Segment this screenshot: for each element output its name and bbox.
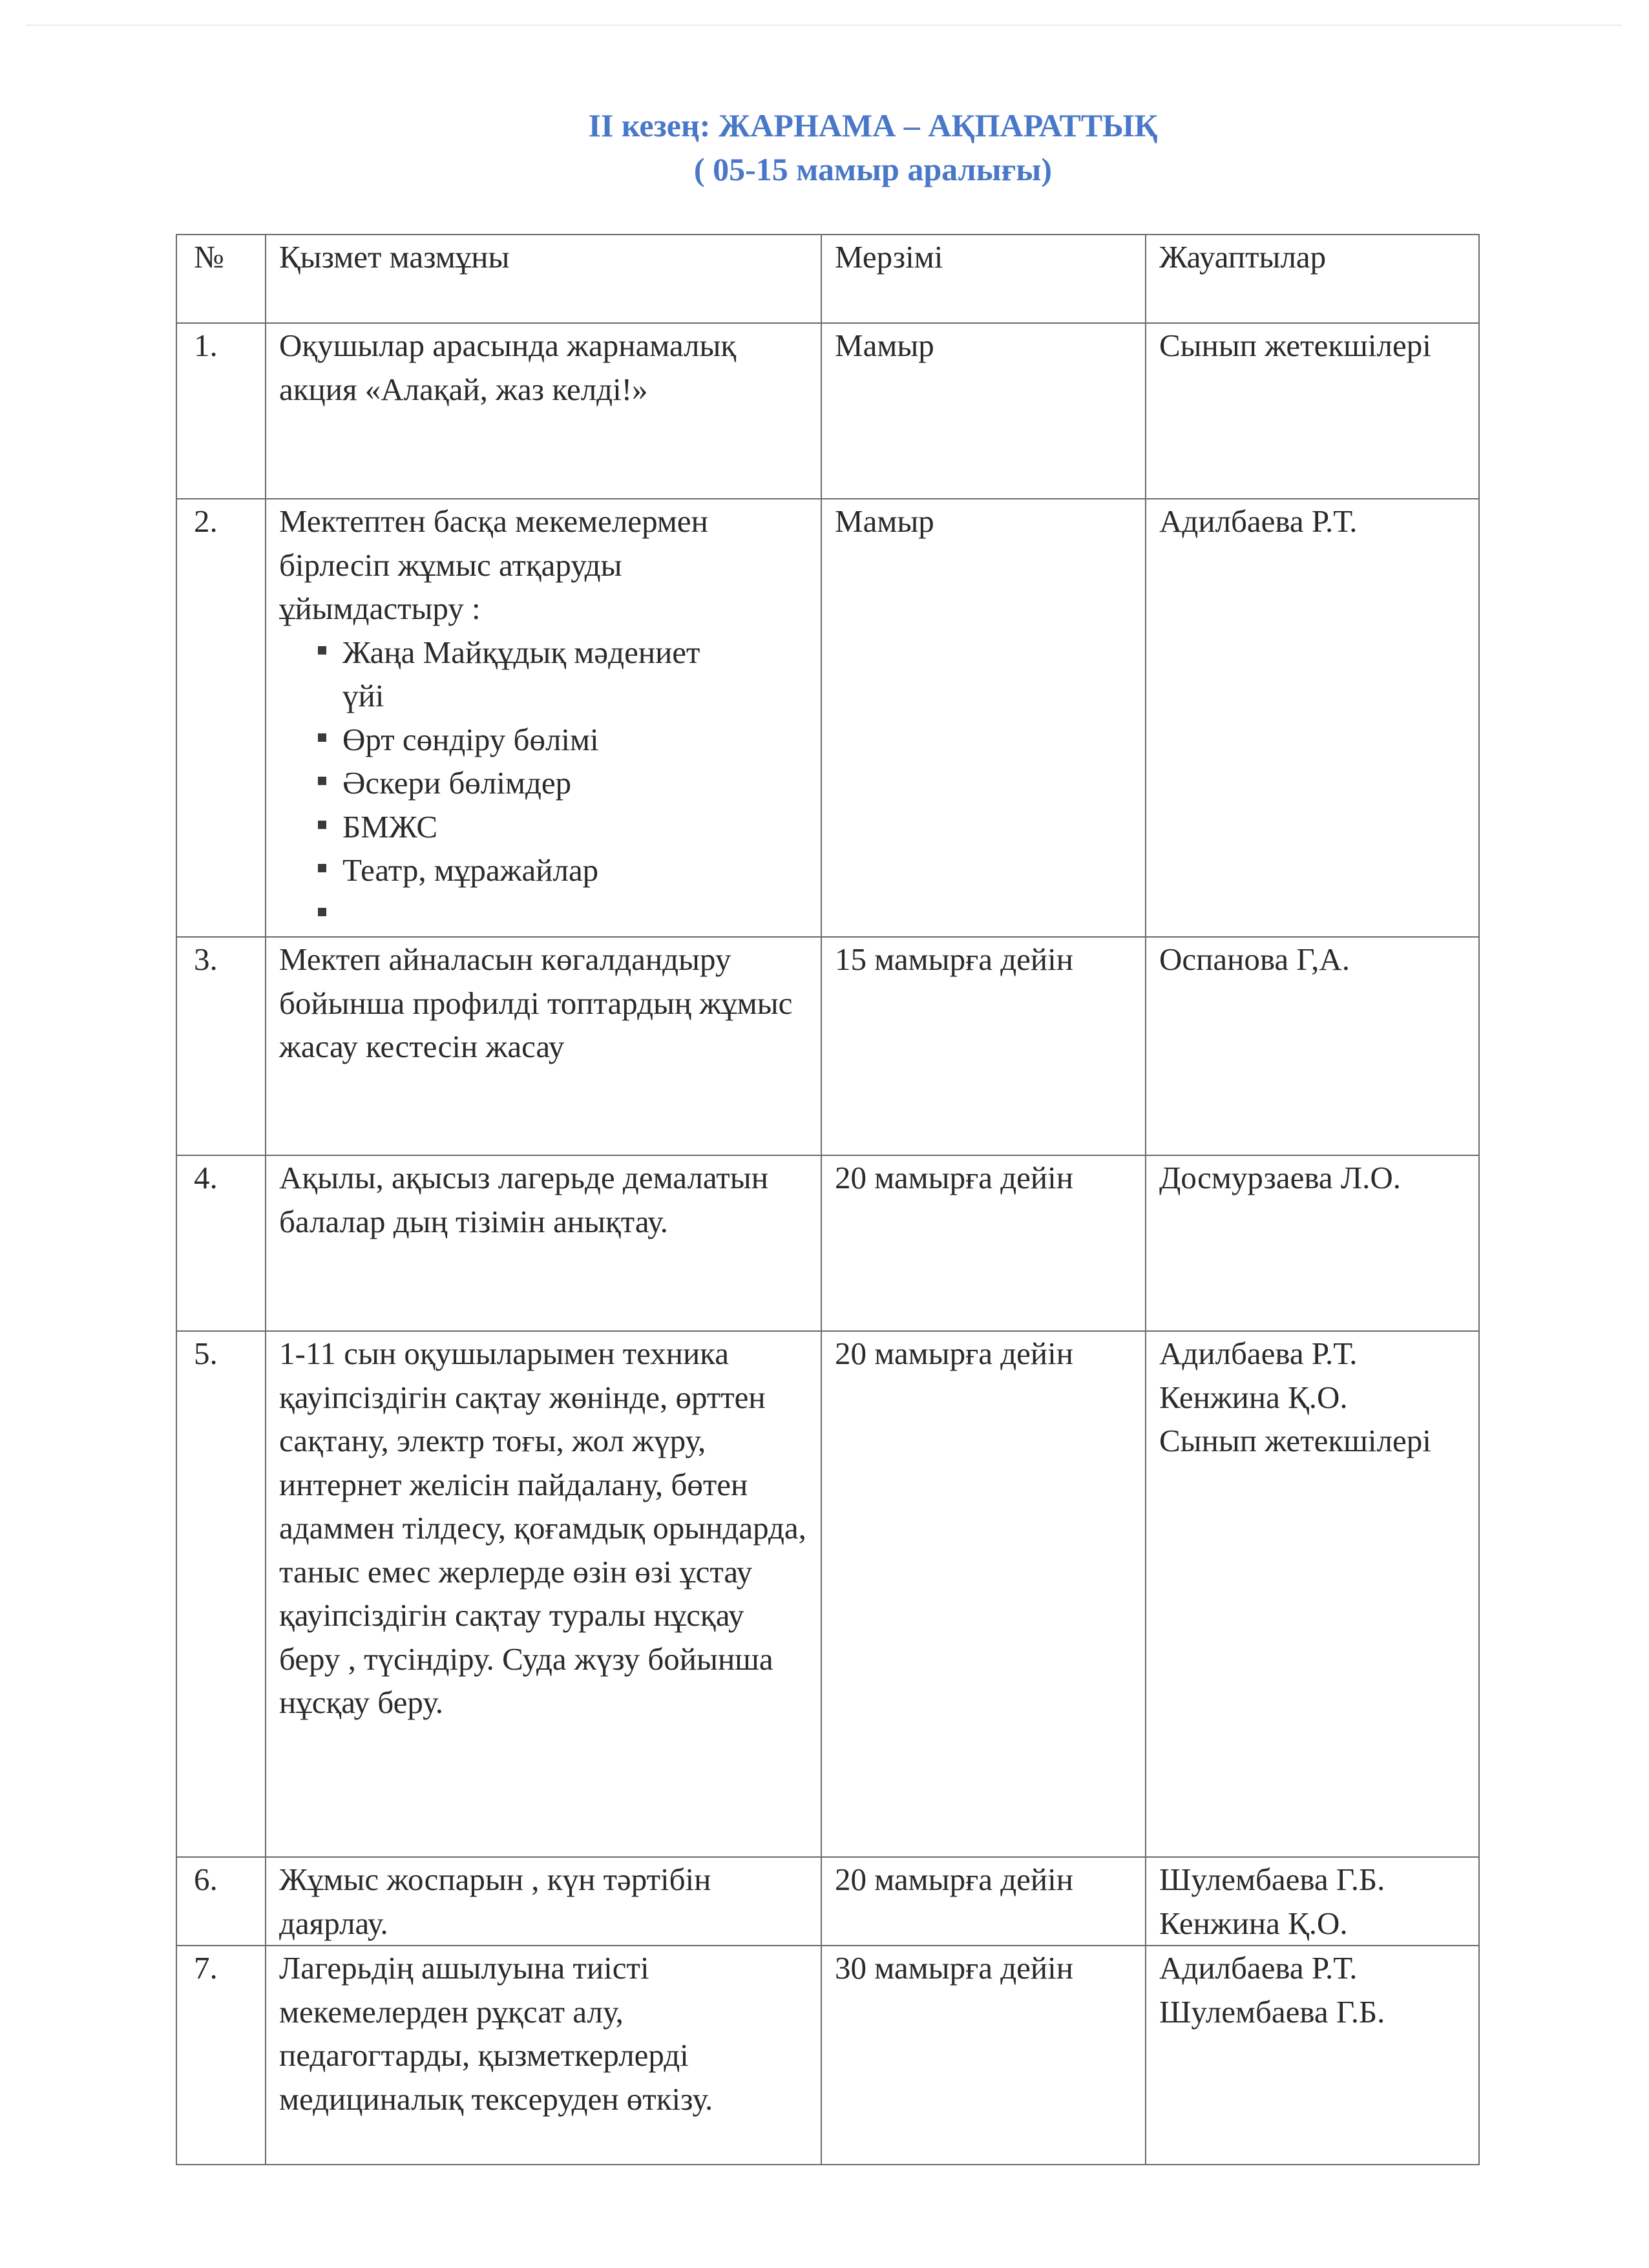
header-activity: Қызмет мазмұны xyxy=(266,235,821,323)
table-row xyxy=(176,1946,1479,2165)
row-number: 7. xyxy=(176,1946,266,2165)
row-activity: Мектеп айналасын көгалдандыру бойынша профилді топтардың жұмыс жасау кестесін жасау xyxy=(266,937,821,1155)
row-activity: Жұмыс жоспарын , күн тәртібін даярлау. xyxy=(266,1857,821,1946)
row-responsible xyxy=(1146,1155,1479,1331)
row-deadline: 30 мамырға дейін xyxy=(821,1946,1146,2165)
row-number: 2. xyxy=(176,499,266,937)
responsible-person: Сынып жетекшілері xyxy=(1159,328,1431,363)
header-deadline: Мерзімі xyxy=(821,235,1146,323)
row-activity: Лагерьдің ашылуына тиісті мекемелерден рұқсат алу, педагогтарды, қызметкерлерді медициналық тексеруден өткізу. xyxy=(266,1946,821,2165)
table-row xyxy=(176,1155,1479,1331)
row-number: 4. xyxy=(176,1155,266,1331)
responsible-person: Адилбаева Р.Т. xyxy=(1159,1950,1358,1986)
title-line-1: II кезең: ЖАРНАМА – АҚПАРАТТЫҚ xyxy=(588,107,1158,143)
row-responsible xyxy=(1146,1946,1479,2165)
row-responsible xyxy=(1146,1331,1479,1857)
row-activity: Ақылы, ақысыз лагерьде демалатын балалар дың тізімін анықтау. xyxy=(266,1155,821,1331)
table-row xyxy=(176,499,1479,937)
list-item: Театр, мұражайлар xyxy=(318,848,809,892)
header-responsible: Жауаптылар xyxy=(1146,235,1479,323)
activity-text: Мектептен басқа мекемелермен бірлесіп жұмыс атқаруды ұйымдастыру : xyxy=(279,503,708,626)
activity-plan-table xyxy=(176,234,1480,2165)
row-deadline: 20 мамырға дейін xyxy=(821,1331,1146,1857)
row-deadline: Мамыр xyxy=(821,499,1146,937)
responsible-person: Кенжина Қ.О. xyxy=(1159,1905,1348,1941)
responsible-person: Шулембаева Г.Б. xyxy=(1159,1862,1385,1897)
row-number: 3. xyxy=(176,937,266,1155)
row-activity xyxy=(266,499,821,937)
row-number: 5. xyxy=(176,1331,266,1857)
responsible-person: Оспанова Г,А. xyxy=(1159,941,1350,977)
header-number: № xyxy=(176,235,266,323)
responsible-person: Досмурзаева Л.О. xyxy=(1159,1160,1401,1195)
responsible-person: Адилбаева Р.Т. xyxy=(1159,503,1358,539)
table-row xyxy=(176,1857,1479,1946)
row-responsible xyxy=(1146,937,1479,1155)
row-number: 6. xyxy=(176,1857,266,1946)
row-responsible xyxy=(1146,499,1479,937)
row-responsible xyxy=(1146,1857,1479,1946)
responsible-person: Адилбаева Р.Т. xyxy=(1159,1336,1358,1371)
document-title xyxy=(0,103,1649,191)
row-responsible xyxy=(1146,323,1479,499)
list-item: Өрт сөндіру бөлімі xyxy=(318,718,809,762)
table-row xyxy=(176,937,1479,1155)
row-activity: 1-11 сын оқушыларымен техника қауіпсіздігін сақтау жөнінде, өрттен сақтану, электр тоғы, жол жүру, интернет желісін пайдалану, бөтен адаммен тілдесу, қоғамдық орындарда, таныс емес жерлерде өзін өзі ұстау қауіпсіздігін сақтау туралы нұсқау беру , түсіндіру. Суда жүзу бойынша нұсқау беру. xyxy=(266,1331,821,1857)
partner-list xyxy=(279,631,809,936)
list-item-empty xyxy=(318,892,809,936)
row-deadline: 20 мамырға дейін xyxy=(821,1155,1146,1331)
row-deadline: 15 мамырға дейін xyxy=(821,937,1146,1155)
list-item: Жаңа Майқұдық мәдениет үйі xyxy=(318,631,809,718)
table-row xyxy=(176,1331,1479,1857)
row-activity: Оқушылар арасында жарнамалық акция «Алақай, жаз келді!» xyxy=(266,323,821,499)
responsible-person: Кенжина Қ.О. xyxy=(1159,1379,1348,1415)
row-number: 1. xyxy=(176,323,266,499)
list-item: БМЖС xyxy=(318,805,809,849)
table-header-row xyxy=(176,235,1479,323)
title-line-2: ( 05-15 мамыр аралығы) xyxy=(693,151,1053,187)
row-deadline: Мамыр xyxy=(821,323,1146,499)
row-deadline: 20 мамырға дейін xyxy=(821,1857,1146,1946)
responsible-person: Шулембаева Г.Б. xyxy=(1159,1993,1385,2030)
list-item: Әскери бөлімдер xyxy=(318,761,809,805)
table-row xyxy=(176,323,1479,499)
scan-top-edge xyxy=(26,25,1622,26)
responsible-person: Сынып жетекшілері xyxy=(1159,1423,1431,1458)
